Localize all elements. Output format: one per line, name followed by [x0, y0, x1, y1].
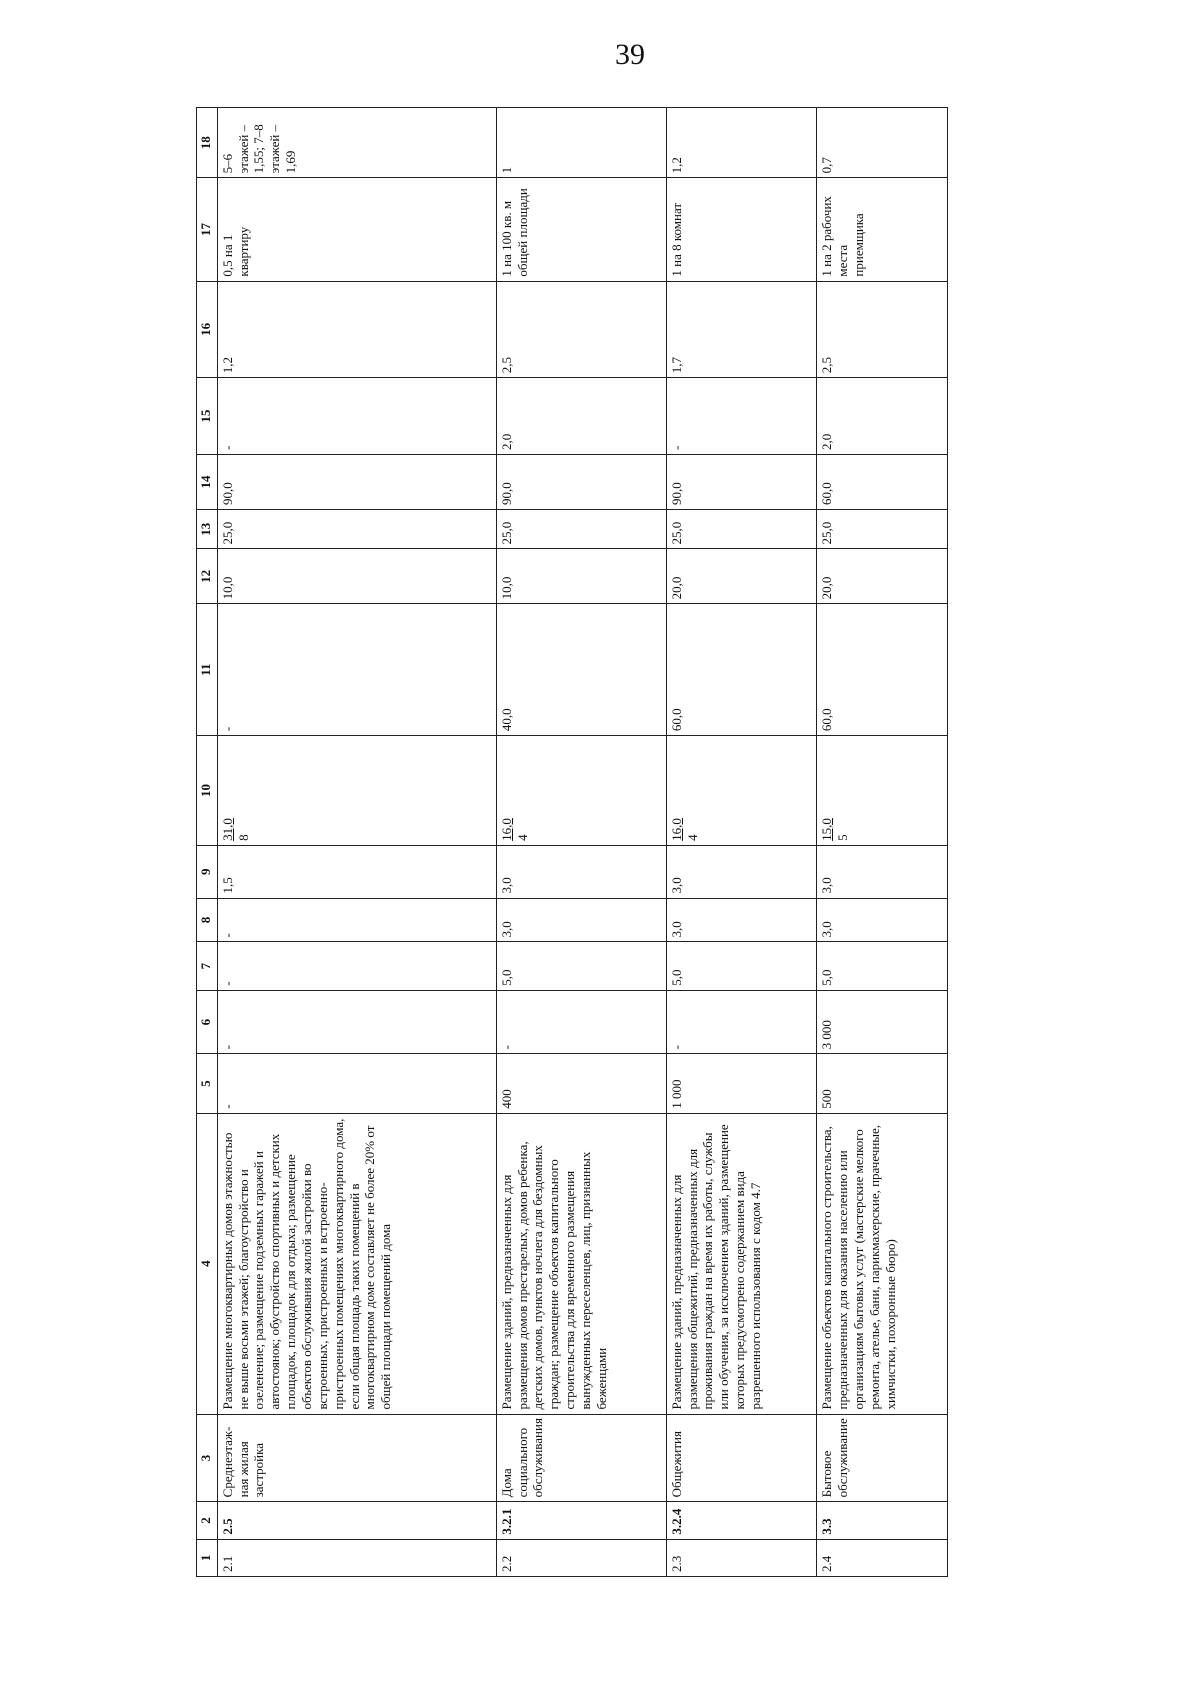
cell-col5: 400 — [496, 1054, 666, 1113]
header-cell: 17 — [197, 178, 218, 281]
header-cell: 14 — [197, 455, 218, 510]
cell-col7: 5,0 — [496, 942, 666, 990]
rotated-table-wrapper — [196, 107, 948, 1577]
cell-col11: 60,0 — [817, 604, 948, 736]
header-cell: 1 — [197, 1539, 218, 1576]
land-use-name: Бытовое обслуживание — [817, 1414, 948, 1502]
cell-col16: 1,2 — [217, 281, 496, 378]
row-number: 2.2 — [496, 1539, 666, 1576]
header-cell: 3 — [197, 1414, 218, 1502]
cell-col10 — [817, 736, 948, 846]
cell-col5: - — [217, 1054, 496, 1113]
header-cell: 13 — [197, 509, 218, 549]
cell-col6: - — [496, 990, 666, 1054]
cell-col7: 5,0 — [817, 942, 948, 990]
cell-col8: 3,0 — [817, 898, 948, 942]
row-number: 2.1 — [217, 1539, 496, 1576]
row-number: 2.4 — [817, 1539, 948, 1576]
page-number: 39 — [615, 38, 645, 71]
header-cell: 5 — [197, 1054, 218, 1113]
header-cell: 6 — [197, 990, 218, 1054]
cell-col12: 10,0 — [217, 549, 496, 604]
cell-col10 — [217, 736, 496, 846]
cell-col13: 25,0 — [217, 509, 496, 549]
table-row — [817, 108, 948, 1577]
cell-col8: - — [217, 898, 496, 942]
table-row — [496, 108, 666, 1577]
cell-col15: - — [666, 378, 816, 455]
cell-col7: 5,0 — [666, 942, 816, 990]
fraction-denominator: 5 — [835, 834, 851, 841]
header-cell: 8 — [197, 898, 218, 942]
cell-col8: 3,0 — [666, 898, 816, 942]
cell-col18: 0,7 — [817, 108, 948, 178]
header-cell: 11 — [197, 604, 218, 736]
land-use-description: Размещение объектов капитального строительства, предназначенных для оказания населению или организациям бытовых услуг (мастерские мелкого ремонта, ателье, бани, парикмахерские, прачечные, химчистки, похоронные бюро) — [817, 1113, 948, 1414]
cell-col17: 0,5 на 1 квартиру — [217, 178, 496, 281]
cell-col15: 2,0 — [496, 378, 666, 455]
cell-col9: 1,5 — [217, 845, 496, 898]
cell-col13: 25,0 — [817, 509, 948, 549]
header-cell: 4 — [197, 1113, 218, 1414]
land-use-code: 2.5 — [217, 1502, 496, 1539]
cell-col9: 3,0 — [666, 845, 816, 898]
land-use-description: Размещение зданий, предназначенных для размещения общежитий, предназначенных для проживания граждан на время их работы, службы или обучения, за исключением зданий, размещение которых предусмотрено содержанием вида разрешенного использования с кодом 4.7 — [666, 1113, 816, 1414]
cell-col11: - — [217, 604, 496, 736]
header-cell: 18 — [197, 108, 218, 178]
cell-col6: - — [666, 990, 816, 1054]
header-cell: 12 — [197, 549, 218, 604]
land-use-code: 3.2.1 — [496, 1502, 666, 1539]
header-cell: 16 — [197, 281, 218, 378]
fraction-denominator: 8 — [235, 834, 251, 841]
fraction-denominator: 4 — [684, 834, 700, 841]
cell-col17: 1 на 100 кв. м общей площади — [496, 178, 666, 281]
land-use-name: Общежития — [666, 1414, 816, 1502]
cell-col18: 5–6 этажей – 1,55; 7–8 этажей – 1,69 — [217, 108, 496, 178]
cell-col16: 1,7 — [666, 281, 816, 378]
header-cell: 2 — [197, 1502, 218, 1539]
cell-col12: 20,0 — [817, 549, 948, 604]
fraction-numerator: 31,0 — [219, 818, 235, 841]
row-number: 2.3 — [666, 1539, 816, 1576]
cell-col12: 20,0 — [666, 549, 816, 604]
cell-col11: 40,0 — [496, 604, 666, 736]
cell-col16: 2,5 — [496, 281, 666, 378]
cell-col15: - — [217, 378, 496, 455]
header-cell: 10 — [197, 736, 218, 846]
header-cell: 7 — [197, 942, 218, 990]
cell-col5: 1 000 — [666, 1054, 816, 1113]
zoning-parameters-table — [196, 107, 948, 1577]
table-row — [217, 108, 496, 1577]
land-use-description: Размещение зданий, предназначенных для размещения домов престарелых, домов ребенка, детских домов, пунктов ночлега для бездомных граждан; размещение объектов капитального строительства для временного размещения вынужденных переселенцев, лиц, признанных беженцами — [496, 1113, 666, 1414]
cell-col7: - — [217, 942, 496, 990]
cell-col13: 25,0 — [496, 509, 666, 549]
cell-col14: 60,0 — [817, 455, 948, 510]
cell-col10 — [666, 736, 816, 846]
cell-col9: 3,0 — [496, 845, 666, 898]
cell-col11: 60,0 — [666, 604, 816, 736]
header-cell: 15 — [197, 378, 218, 455]
cell-col5: 500 — [817, 1054, 948, 1113]
land-use-description: Размещение многоквартирных домов этажностью не выше восьми этажей; благоустройство и озеленение; размещение подземных гаражей и автостоянок; обустройство спортивных и детских площадок, площадок для отдыха; размещение объектов обслуживания жилой застройки во встроенных, пристроенных и встроенно-пристроенных помещениях многоквартирного дома, если общая площадь таких помещений в многоквартирном доме составляет не более 20% от общей площади помещений дома — [217, 1113, 496, 1414]
cell-col18: 1,2 — [666, 108, 816, 178]
cell-col8: 3,0 — [496, 898, 666, 942]
cell-col17: 1 на 2 рабочих места приемщика — [817, 178, 948, 281]
cell-col12: 10,0 — [496, 549, 666, 604]
header-cell: 9 — [197, 845, 218, 898]
cell-col14: 90,0 — [217, 455, 496, 510]
cell-col14: 90,0 — [496, 455, 666, 510]
cell-col6: - — [217, 990, 496, 1054]
land-use-name: Среднеэтаж-ная жилая застройка — [217, 1414, 496, 1502]
cell-col6: 3 000 — [817, 990, 948, 1054]
cell-col9: 3,0 — [817, 845, 948, 898]
table-row — [666, 108, 816, 1577]
cell-col15: 2,0 — [817, 378, 948, 455]
land-use-code: 3.2.4 — [666, 1502, 816, 1539]
cell-col10 — [496, 736, 666, 846]
fraction-denominator: 4 — [514, 834, 530, 841]
table-header-row — [197, 108, 218, 1577]
cell-col13: 25,0 — [666, 509, 816, 549]
fraction-numerator: 16,0 — [498, 818, 514, 841]
cell-col14: 90,0 — [666, 455, 816, 510]
cell-col17: 1 на 8 комнат — [666, 178, 816, 281]
land-use-code: 3.3 — [817, 1502, 948, 1539]
cell-col18: 1 — [496, 108, 666, 178]
fraction-numerator: 15,0 — [819, 818, 835, 841]
land-use-name: Дома социального обслуживания — [496, 1414, 666, 1502]
cell-col16: 2,5 — [817, 281, 948, 378]
fraction-numerator: 16,0 — [668, 818, 684, 841]
